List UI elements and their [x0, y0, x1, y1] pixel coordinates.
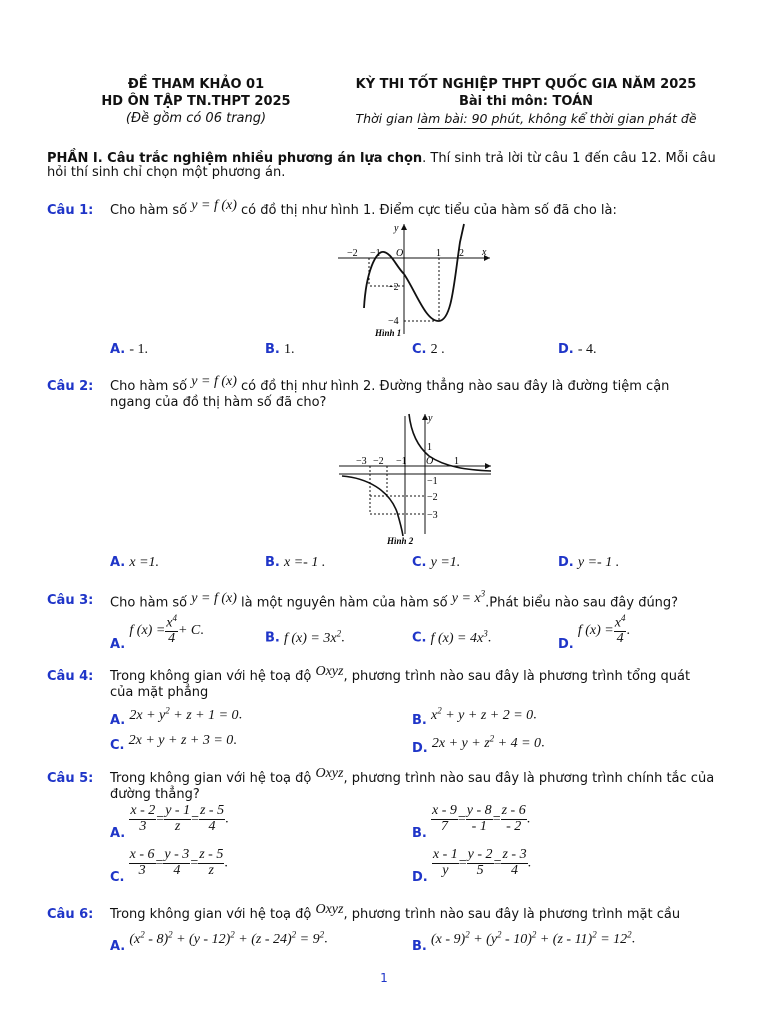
- svg-text:−4: −4: [388, 316, 399, 327]
- q2-option-c[interactable]: C. y =1.: [412, 555, 461, 570]
- q2-option-d[interactable]: D. y =- 1 .: [558, 555, 620, 570]
- q3-option-c[interactable]: C. f $(x) = 4x^3$.: [412, 628, 492, 646]
- part-title: PHẦN I. Câu trắc nghiệm nhiều phương án lựa chọn: [47, 151, 423, 166]
- q3-option-b[interactable]: B. f $(x) = 3x^2$.: [265, 628, 345, 646]
- svg-text:−1: −1: [427, 476, 438, 487]
- figure-1-graph: [336, 222, 494, 340]
- q2-stem-2: ngang của đồ thị hàm số đã cho?: [110, 395, 327, 410]
- q1-option-b[interactable]: B. 1.: [265, 342, 295, 357]
- q4-stem: Trong không gian với hệ toạ độ Oxyz, phương trình nào sau đây là phương trình tổng quát: [110, 664, 691, 684]
- exam-subtitle: HD ÔN TẬP TN.THPT 2025: [101, 94, 291, 109]
- svg-text:−3: −3: [356, 456, 367, 467]
- svg-text:−2: −2: [388, 282, 399, 293]
- q2-option-b[interactable]: B. x =- 1 .: [265, 555, 326, 570]
- q5-label: Câu 5:: [47, 771, 94, 786]
- q4-option-a[interactable]: A. $2x + y^2 + z + 1 = 0$.: [110, 705, 243, 728]
- q6-option-a[interactable]: A. $(x^2 - 8)^2 + (y - 12)^2 + (z - 24)^2 = 9^2$.: [110, 929, 328, 954]
- svg-text:−2: −2: [427, 492, 438, 503]
- svg-text:y: y: [394, 223, 399, 234]
- q2-label: Câu 2:: [47, 379, 94, 394]
- q3-label: Câu 3:: [47, 593, 94, 608]
- figure-1-caption: Hình 1: [375, 328, 402, 338]
- svg-text:1: 1: [436, 248, 441, 259]
- q3-option-a[interactable]: A. f (x) = $\frac{x^4}{4}$ + C.: [110, 613, 204, 653]
- figure-2-caption: Hình 2: [387, 536, 414, 546]
- q1-function: y = f (x): [191, 198, 237, 213]
- exam-title: KỲ THI TỐT NGHIỆP THPT QUỐC GIA NĂM 2025: [355, 77, 697, 92]
- q1-stem: Cho hàm số y = f (x) có đồ thị như hình 1. Điểm cực tiểu của hàm số đã cho là:: [110, 198, 617, 218]
- q6-stem: Trong không gian với hệ toạ độ Oxyz, phương trình nào sau đây là phương trình mặt cầu: [110, 902, 681, 922]
- q6-label: Câu 6:: [47, 907, 94, 922]
- exam-subject: Bài thi môn: TOÁN: [458, 94, 594, 109]
- q2-option-a[interactable]: A. x =1.: [110, 555, 160, 570]
- q1-label: Câu 1:: [47, 203, 94, 218]
- q4-option-c[interactable]: C. 2x + y + z + 3 = 0.: [110, 733, 237, 753]
- q1-option-c[interactable]: C. 2 .: [412, 342, 445, 357]
- svg-text:y: y: [428, 413, 433, 424]
- part-instructions-2: hỏi thí sinh chỉ chọn một phương án.: [47, 165, 286, 180]
- page-count-note: (Đề gồm có 06 trang): [125, 111, 267, 126]
- exam-duration: Thời gian làm bài: 90 phút, không kể thời gian phát đề: [355, 111, 697, 126]
- svg-text:O: O: [396, 248, 404, 259]
- figure-2-graph: [337, 412, 493, 550]
- part-instructions: . Thí sinh trả lời từ câu 1 đến câu 12. Mỗi câu: [422, 151, 716, 166]
- q2-stem: Cho hàm số y = f (x) có đồ thị như hình 2. Đường thẳng nào sau đây là đường tiệm cận: [110, 374, 670, 394]
- q4-stem-2: của mặt phẳng: [110, 685, 209, 700]
- q1-option-d[interactable]: D. - 4.: [558, 342, 597, 357]
- q3-option-d[interactable]: D. f (x) = $\frac{x^4}{4}$ .: [558, 613, 630, 653]
- page-number: 1: [380, 971, 388, 985]
- q4-option-b[interactable]: B. $x^2 + y + z + 2 = 0$.: [412, 705, 537, 728]
- svg-text:−2: −2: [373, 456, 384, 467]
- svg-text:1: 1: [427, 442, 432, 453]
- svg-text:−2: −2: [347, 248, 358, 259]
- header-divider: [418, 128, 654, 129]
- svg-text:x: x: [482, 247, 487, 258]
- q6-option-b[interactable]: B. $(x - 9)^2 + (y^2 - 10)^2 + (z - 11)^2 = 12^2$.: [412, 929, 636, 954]
- svg-text:O: O: [426, 456, 434, 467]
- exam-code: ĐỀ THAM KHẢO 01: [127, 77, 265, 92]
- q3-stem: Cho hàm số y = f (x) là một nguyên hàm của hàm số $y = x^3.Phát$ biểu nào sau đây đúng?: [110, 588, 679, 611]
- q5-option-a[interactable]: A. $\frac{x - 2}{3}$ = $\frac{y - 1}{z}$ = $\frac{z - 5}{4}$ .: [110, 803, 229, 841]
- svg-text:2: 2: [459, 248, 464, 259]
- q5-option-d[interactable]: D. $\frac{x - 1}{y}$ = $\frac{y - 2}{5}$ = $\frac{z - 3}{4}$ .: [412, 847, 532, 885]
- part-heading-line: [47, 151, 716, 166]
- svg-text:−1: −1: [370, 248, 381, 259]
- q4-option-d[interactable]: D. $2x + y + z^2 + 4 = 0$.: [412, 733, 545, 756]
- svg-text:1: 1: [454, 456, 459, 467]
- svg-text:−3: −3: [427, 510, 438, 521]
- q1-option-a[interactable]: A. - 1.: [110, 342, 149, 357]
- q5-option-b[interactable]: B. $\frac{x - 9}{7}$ = $\frac{y - 8}{- 1}$ = $\frac{z - 6}{- 2}$ .: [412, 803, 531, 841]
- svg-text:−1: −1: [396, 456, 407, 467]
- q4-label: Câu 4:: [47, 669, 94, 684]
- q5-stem: Trong không gian với hệ toạ độ Oxyz, phương trình nào sau đây là phương trình chính tắc của: [110, 766, 715, 786]
- q5-stem-2: đường thẳng?: [110, 787, 200, 802]
- q5-option-c[interactable]: C. $\frac{x - 6}{3}$ = $\frac{y - 3}{4}$ = $\frac{z - 5}{z}$ .: [110, 847, 228, 885]
